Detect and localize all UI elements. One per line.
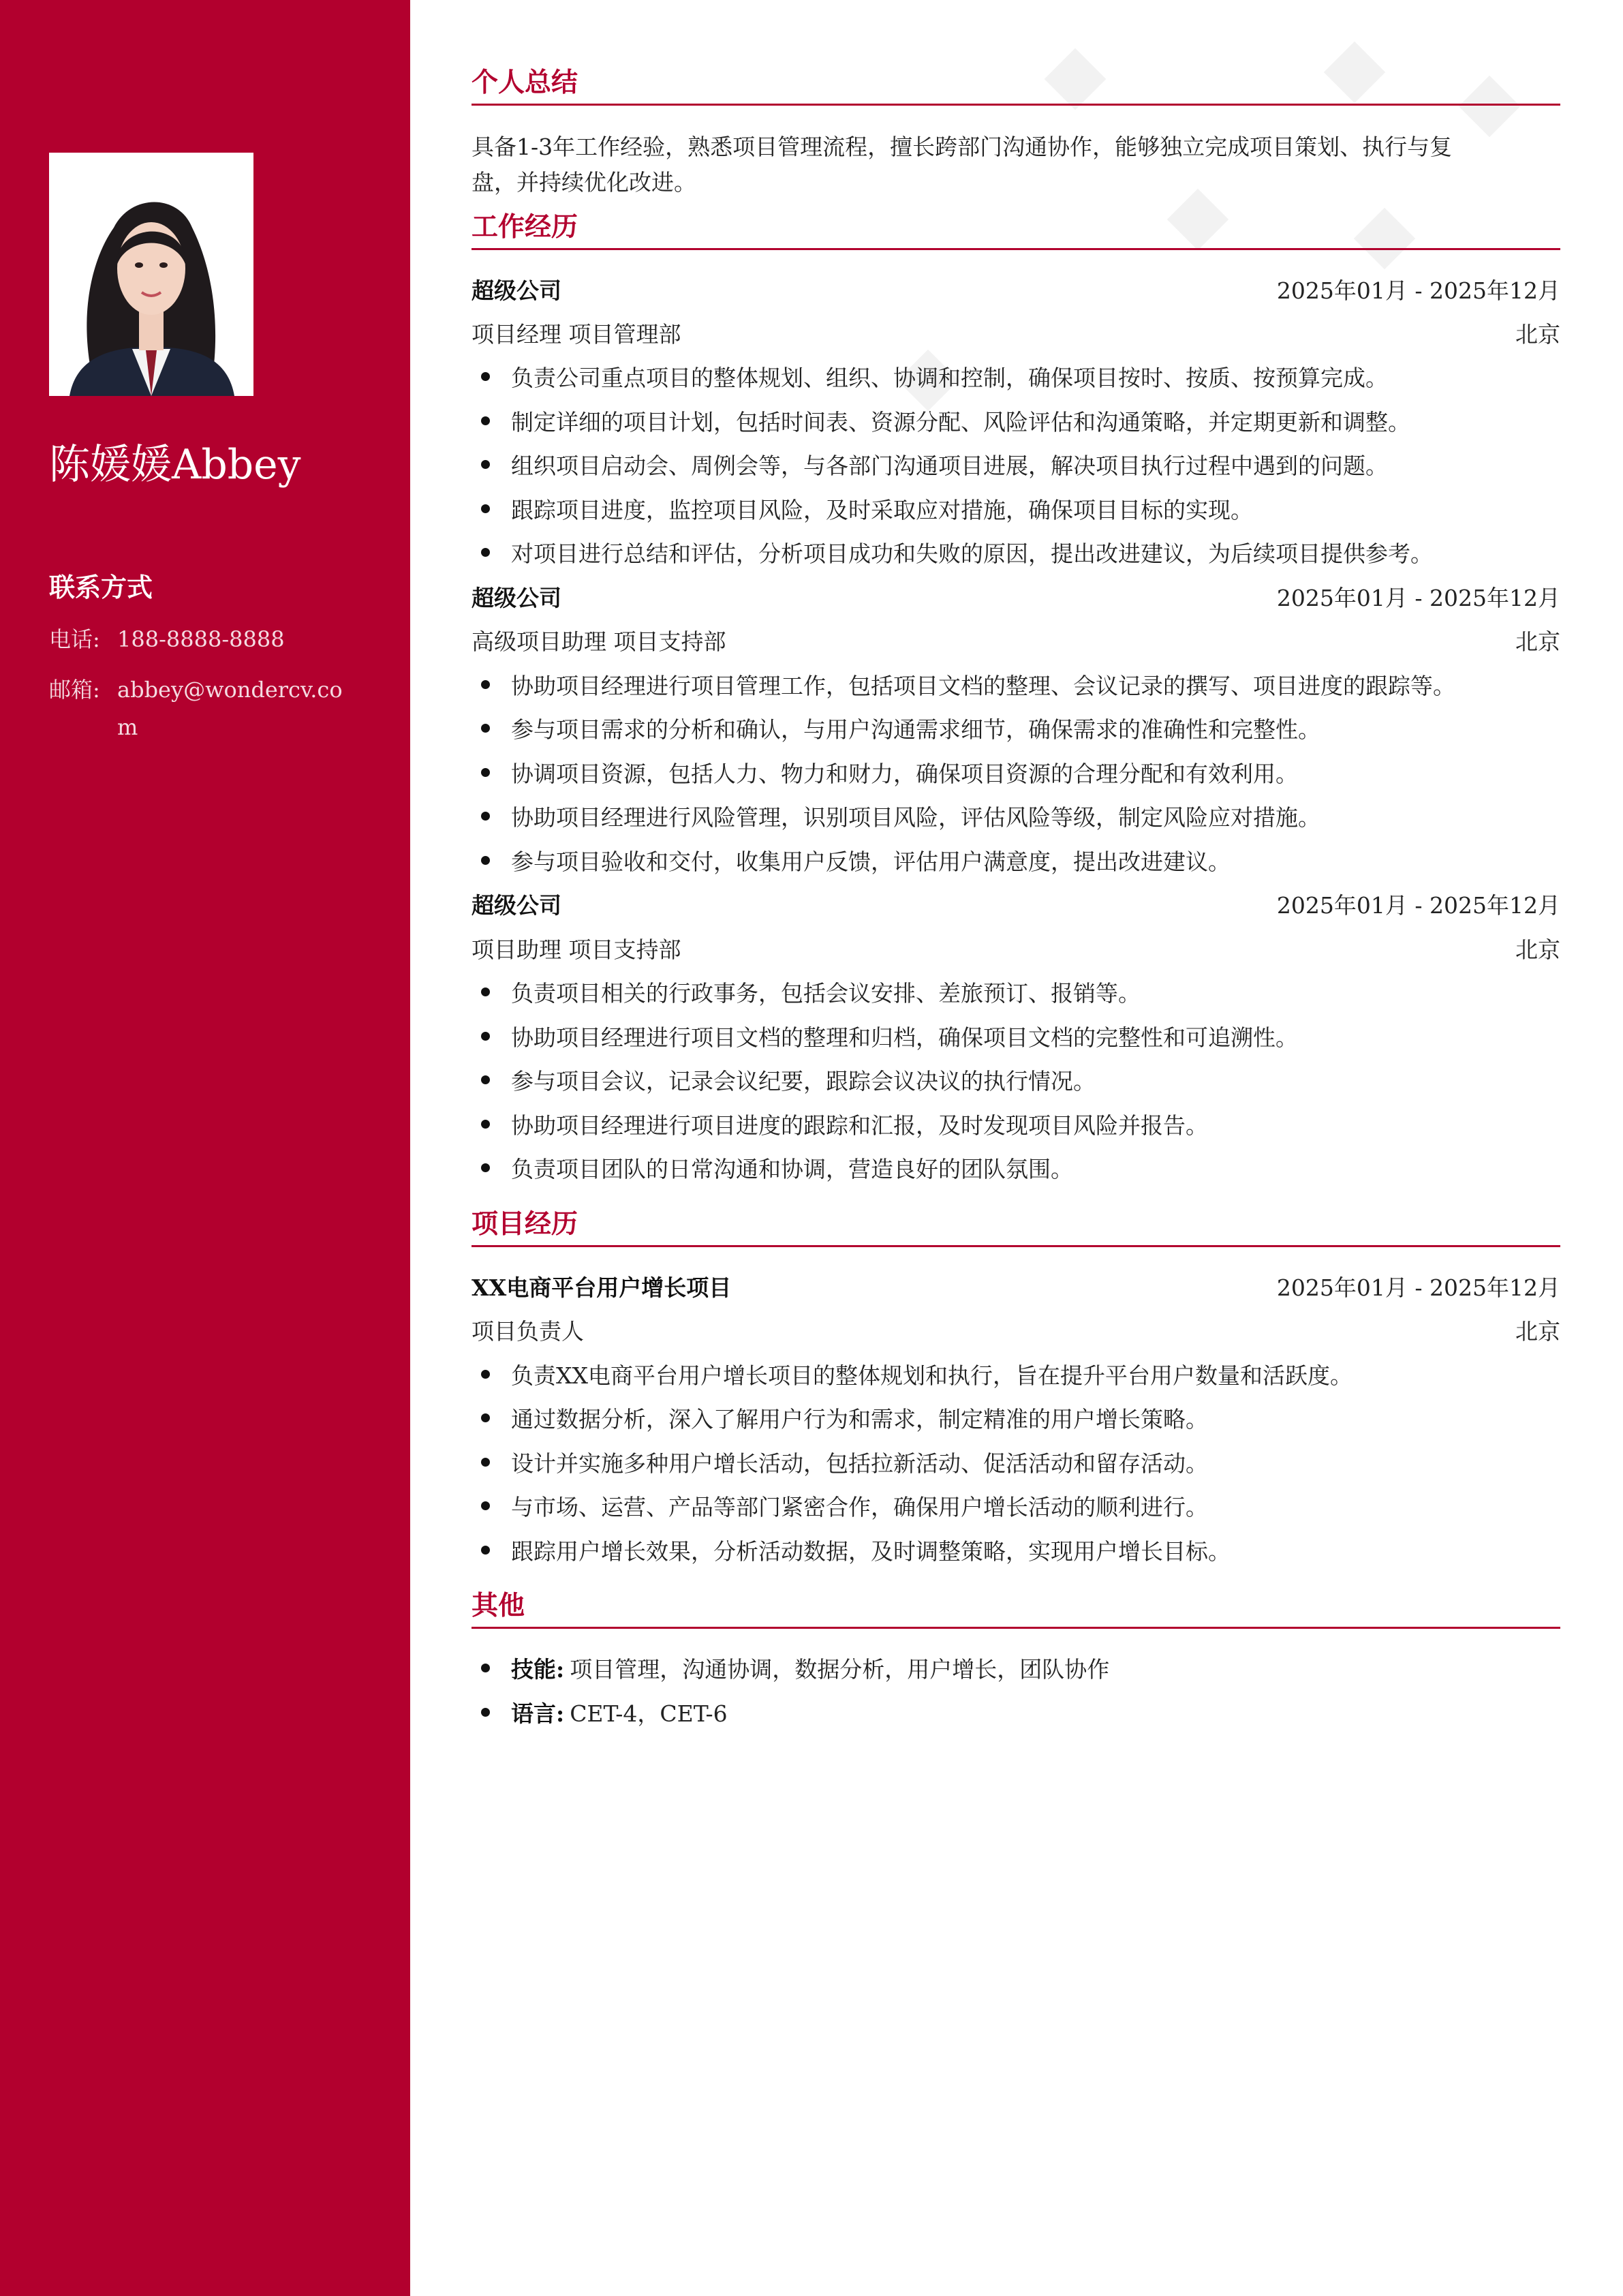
bullet-item: 与市场、运营、产品等部门紧密合作，确保用户增长活动的顺利进行。 — [472, 1484, 1560, 1527]
section-title: 工作经历 — [472, 206, 1560, 250]
language-item — [472, 1690, 1560, 1734]
phone-value: 188-8888-8888 — [117, 626, 285, 652]
avatar-photo — [49, 153, 253, 396]
bullet-dot-icon — [481, 724, 490, 733]
bullet-item: 参与项目验收和交付，收集用户反馈，评估用户满意度，提出改进建议。 — [472, 838, 1560, 882]
bullet-dot-icon — [481, 1370, 490, 1379]
bullet-dot-icon — [481, 1546, 490, 1555]
bullet-item: 协助项目经理进行风险管理，识别项目风险，评估风险等级，制定风险应对措施。 — [472, 794, 1560, 838]
phone-row — [49, 621, 362, 658]
bullet-dot-icon — [481, 812, 490, 821]
bullet-item: 负责项目团队的日常沟通和协调，营造良好的团队氛围。 — [472, 1146, 1560, 1189]
bullet-item: 参与项目会议，记录会议纪要，跟踪会议决议的执行情况。 — [472, 1058, 1560, 1101]
language-value: CET-4，CET-6 — [570, 1700, 728, 1727]
bullet-item: 负责公司重点项目的整体规划、组织、协调和控制，确保项目按时、按质、按预算完成。 — [472, 354, 1560, 398]
bullet-item: 协助项目经理进行项目进度的跟踪和汇报，及时发现项目风险并报告。 — [472, 1102, 1560, 1146]
section-other — [472, 1585, 1560, 1629]
bullet-dot-icon — [481, 1458, 490, 1467]
bullet-dot-icon — [481, 1032, 490, 1041]
email-value: abbey@wondercv.com — [117, 677, 343, 740]
section-title: 其他 — [472, 1585, 1560, 1629]
bullet-item: 协调项目资源，包括人力、物力和财力，确保项目资源的合理分配和有效利用。 — [472, 750, 1560, 794]
bullet-item: 参与项目需求的分析和确认，与用户沟通需求细节，确保需求的准确性和完整性。 — [472, 706, 1560, 750]
contact-heading: 联系方式 — [49, 572, 153, 602]
bullet-item: 设计并实施多种用户增长活动，包括拉新活动、促活活动和留存活动。 — [472, 1440, 1560, 1484]
job-date: 2025年01月 - 2025年12月 — [1276, 891, 1560, 919]
bullet-dot-icon — [481, 372, 490, 381]
company-name: 超级公司 — [472, 584, 561, 611]
bullet-item: 跟踪用户增长效果，分析活动数据，及时调整策略，实现用户增长目标。 — [472, 1528, 1560, 1572]
bullet-item: 负责XX电商平台用户增长项目的整体规划和执行，旨在提升平台用户数量和活跃度。 — [472, 1352, 1560, 1396]
project-name: XX电商平台用户增长项目 — [472, 1274, 732, 1301]
section-summary — [472, 61, 1560, 106]
bullet-dot-icon — [481, 1708, 490, 1717]
job-header — [472, 575, 1560, 618]
company-name: 超级公司 — [472, 277, 561, 304]
job-date: 2025年01月 - 2025年12月 — [1276, 584, 1560, 611]
summary-line: 盘，并持续优化改进。 — [472, 169, 696, 196]
job-header — [472, 882, 1560, 925]
bullet-dot-icon — [481, 680, 490, 689]
bullet-item: 跟踪项目进度，监控项目风险，及时采取应对措施，确保项目目标的实现。 — [472, 487, 1560, 530]
project-header — [472, 1264, 1560, 1308]
job-subheader — [472, 618, 1560, 662]
project-city: 北京 — [1515, 1317, 1560, 1345]
bullet-dot-icon — [481, 1501, 490, 1510]
bullet-item: 制定详细的项目计划，包括时间表、资源分配、风险评估和沟通策略，并定期更新和调整。 — [472, 399, 1560, 442]
job-city: 北京 — [1515, 628, 1560, 655]
bullet-dot-icon — [481, 856, 490, 865]
summary-line: 具备1-3年工作经验，熟悉项目管理流程，擅长跨部门沟通协作，能够独立完成项目策划、执行与复 — [472, 134, 1453, 160]
candidate-name: 陈媛媛Abbey — [49, 441, 301, 489]
job-role: 高级项目助理 项目支持部 — [472, 628, 726, 655]
bullet-dot-icon — [481, 460, 490, 469]
bullet-item: 协助项目经理进行项目文档的整理和归档，确保项目文档的完整性和可追溯性。 — [472, 1014, 1560, 1058]
email-label: 邮箱: — [49, 677, 100, 703]
job-subheader — [472, 926, 1560, 970]
section-title: 个人总结 — [472, 61, 1560, 106]
job-city: 北京 — [1515, 320, 1560, 348]
project-date: 2025年01月 - 2025年12月 — [1276, 1274, 1560, 1301]
bullet-item: 组织项目启动会、周例会等，与各部门沟通项目进展，解决项目执行过程中遇到的问题。 — [472, 442, 1560, 486]
language-label: 语言: — [511, 1700, 565, 1727]
bullet-dot-icon — [481, 988, 490, 996]
bullet-item: 通过数据分析，深入了解用户行为和需求，制定精准的用户增长策略。 — [472, 1396, 1560, 1439]
skills-item — [472, 1646, 1560, 1689]
job-header — [472, 267, 1560, 311]
bullet-dot-icon — [481, 1163, 490, 1172]
job-subheader — [472, 311, 1560, 354]
section-project — [472, 1203, 1560, 1247]
section-title: 项目经历 — [472, 1203, 1560, 1247]
email-row — [49, 671, 362, 746]
phone-label: 电话: — [49, 626, 100, 652]
sidebar — [0, 0, 410, 2296]
bullet-dot-icon — [481, 768, 490, 777]
company-name: 超级公司 — [472, 891, 561, 919]
job-city: 北京 — [1515, 936, 1560, 963]
bullet-dot-icon — [481, 1075, 490, 1084]
bullet-item: 对项目进行总结和评估，分析项目成功和失败的原因，提出改进建议，为后续项目提供参考。 — [472, 530, 1560, 574]
bullet-dot-icon — [481, 416, 490, 425]
skills-label: 技能: — [511, 1655, 565, 1683]
job-role: 项目助理 项目支持部 — [472, 936, 681, 963]
bullet-dot-icon — [481, 1664, 490, 1672]
bullet-dot-icon — [481, 504, 490, 513]
project-subheader — [472, 1308, 1560, 1351]
bullet-dot-icon — [481, 1413, 490, 1422]
project-role: 项目负责人 — [472, 1317, 584, 1345]
section-work — [472, 206, 1560, 250]
job-role: 项目经理 项目管理部 — [472, 320, 681, 348]
bullet-dot-icon — [481, 548, 490, 557]
bullet-dot-icon — [481, 1120, 490, 1129]
bullet-item: 负责项目相关的行政事务，包括会议安排、差旅预订、报销等。 — [472, 970, 1560, 1013]
skills-value: 项目管理，沟通协调，数据分析，用户增长，团队协作 — [570, 1655, 1110, 1683]
bullet-item: 协助项目经理进行项目管理工作，包括项目文档的整理、会议记录的撰写、项目进度的跟踪等。 — [472, 662, 1560, 706]
job-date: 2025年01月 - 2025年12月 — [1276, 277, 1560, 304]
